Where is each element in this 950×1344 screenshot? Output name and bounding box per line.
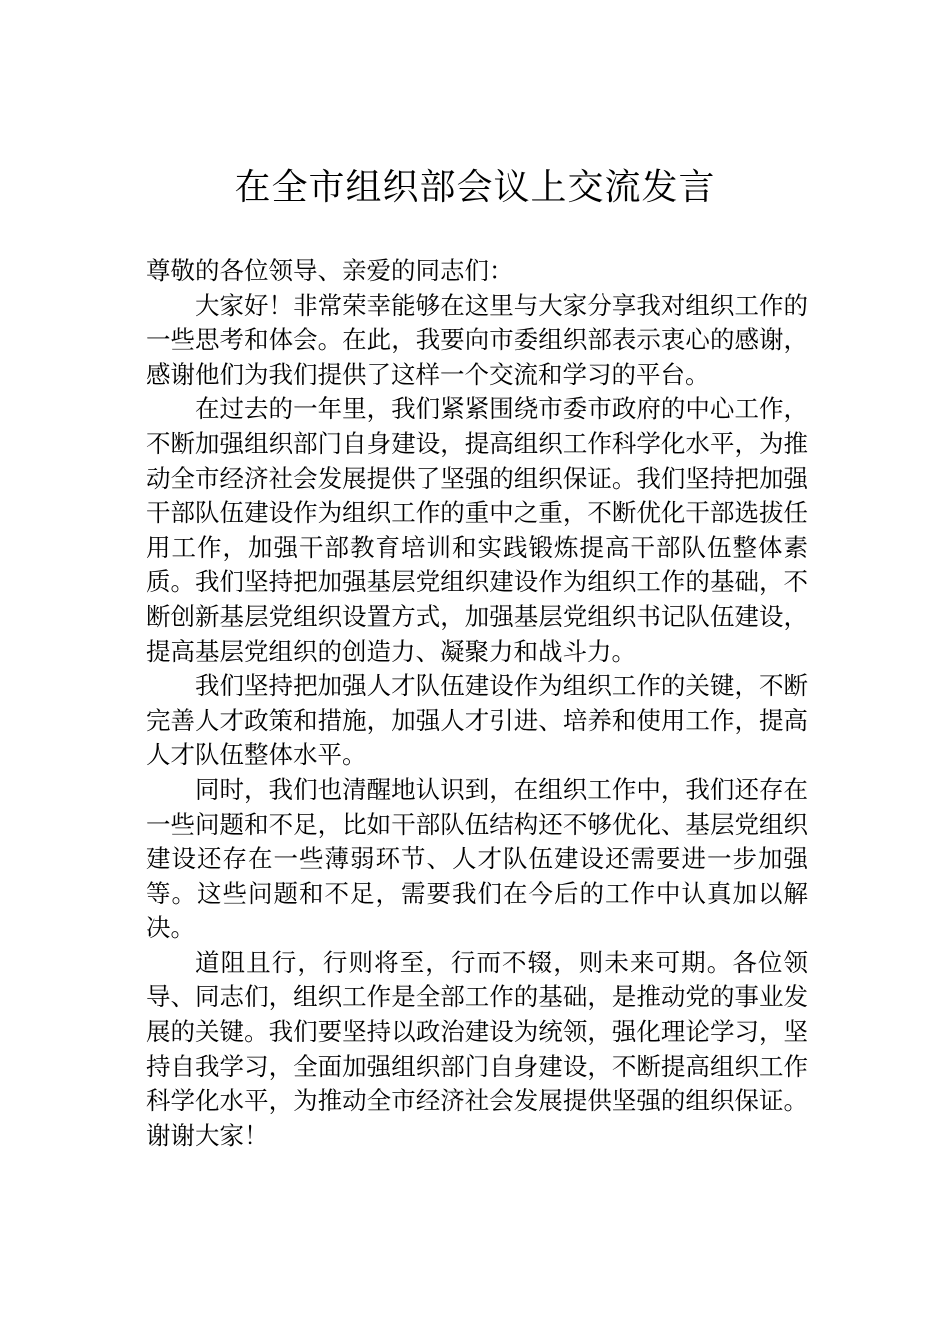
paragraph-greeting: 大家好！非常荣幸能够在这里与大家分享我对组织工作的一些思考和体会。在此，我要向市委组织部表示衷心的感谢，感谢他们为我们提供了这样一个交流和学习的平台。 — [146, 290, 808, 389]
document-body — [146, 254, 808, 1153]
paragraph-closing: 道阻且行，行则将至，行而不辍，则未来可期。各位领导、同志们，组织工作是全部工作的基础，是推动党的事业发展的关键。我们要坚持以政治建设为统领，强化理论学习，坚持自我学习，全面加强组织部门自身建设，不断提高组织工作科学化水平，为推动全市经济社会发展提供坚强的组织保证。谢谢大家！ — [146, 947, 808, 1150]
paragraph-past-year: 在过去的一年里，我们紧紧围绕市委市政府的中心工作，不断加强组织部门自身建设，提高组织工作科学化水平，为推动全市经济社会发展提供了坚强的组织保证。我们坚持把加强干部队伍建设作为组织工作的重中之重，不断优化干部选拔任用工作，加强干部教育培训和实践锻炼提高干部队伍整体素质。我们坚持把加强基层党组织建设作为组织工作的基础，不断创新基层党组织设置方式，加强基层党组织书记队伍建设，提高基层党组织的创造力、凝聚力和战斗力。 — [146, 394, 808, 666]
paragraph-talent: 我们坚持把加强人才队伍建设作为组织工作的关键，不断完善人才政策和措施，加强人才引进、培养和使用工作，提高人才队伍整体水平。 — [146, 671, 808, 770]
paragraph-problems: 同时，我们也清醒地认识到，在组织工作中，我们还存在一些问题和不足，比如干部队伍结构还不够优化、基层党组织建设还存在一些薄弱环节、人才队伍建设还需要进一步加强等。这些问题和不足，需要我们在今后的工作中认真加以解决。 — [146, 774, 808, 943]
salutation: 尊敬的各位领导、亲爱的同志们： — [146, 256, 514, 285]
document-title: 在全市组织部会议上交流发言 — [234, 167, 716, 208]
